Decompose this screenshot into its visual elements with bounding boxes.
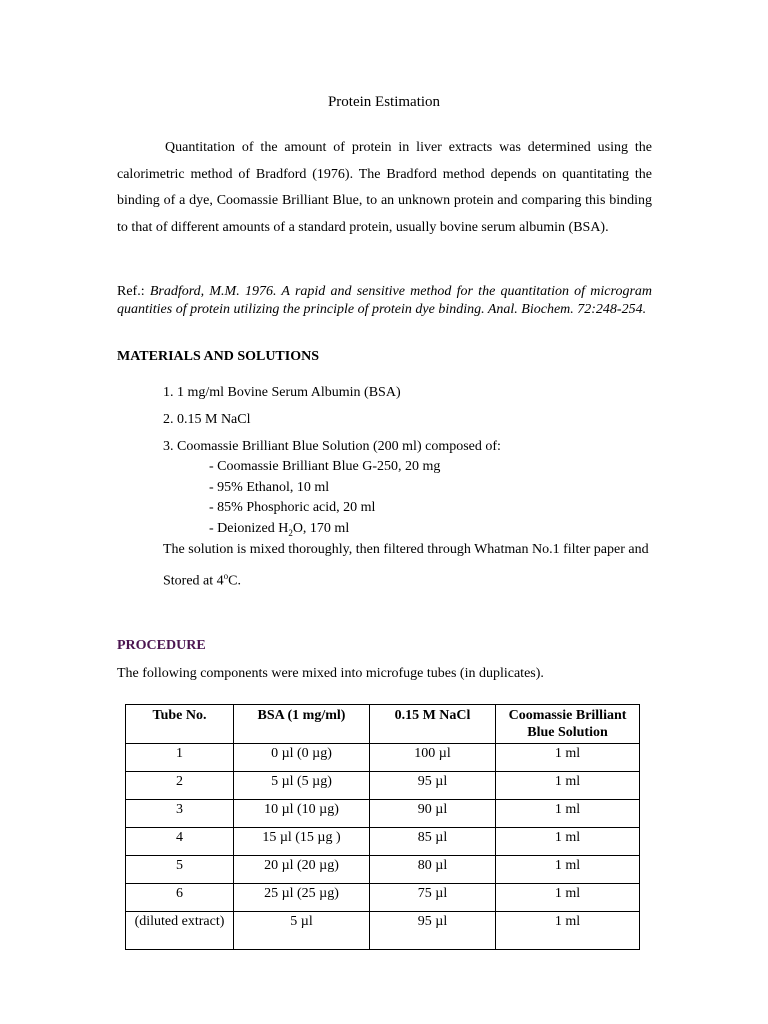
materials-heading: MATERIALS AND SOLUTIONS <box>117 349 320 364</box>
table-cell: 5 <box>126 856 234 884</box>
intro-paragraph: Quantitation of the amount of protein in liver extracts was determined using the calorimetric method of Bradford (1976). The Bradford method depends on quantitating the binding of a dye, Coomassie Brilliant Blue, to an unknown protein and comparing this binding to that of different amounts of a standard protein, usually bovine serum albumin (BSA). <box>117 140 652 235</box>
page-title: Protein Estimation <box>327 94 441 110</box>
water-subscript: 2 <box>288 527 293 538</box>
table-row <box>126 744 640 772</box>
table-cell: 1 <box>126 744 234 772</box>
table-row <box>126 800 640 828</box>
table-cell: 1 ml <box>496 828 640 856</box>
table-cell: 90 µl <box>370 800 496 828</box>
table-row <box>126 828 640 856</box>
material-item: 1. 1 mg/ml Bovine Serum Albumin (BSA) <box>163 385 401 400</box>
table-cell: 5 µl <box>234 912 370 950</box>
table-cell: 1 ml <box>496 884 640 912</box>
header-coomassie: Coomassie Brilliant Blue Solution <box>496 705 640 744</box>
table-cell: (diluted extract) <box>126 912 234 950</box>
table-cell: 80 µl <box>370 856 496 884</box>
table-cell: 1 ml <box>496 912 640 950</box>
table-row <box>126 856 640 884</box>
table-cell: 95 µl <box>370 772 496 800</box>
reference-label: Ref.: <box>117 284 145 299</box>
table-cell: 95 µl <box>370 912 496 950</box>
table-row <box>126 772 640 800</box>
component-item: - Coomassie Brilliant Blue G-250, 20 mg <box>209 459 441 474</box>
header-tube-no: Tube No. <box>126 705 234 744</box>
table-cell: 1 ml <box>496 800 640 828</box>
procedure-table <box>125 704 640 950</box>
table-header-row <box>126 705 640 744</box>
degree-superscript: o <box>223 571 229 581</box>
table-cell: 15 µl (15 µg ) <box>234 828 370 856</box>
water-prefix: - Deionized H <box>209 521 289 536</box>
solution-note-end: C. <box>228 573 241 589</box>
table-cell: 10 µl (10 µg) <box>234 800 370 828</box>
header-bsa: BSA (1 mg/ml) <box>234 705 370 744</box>
table-cell: 1 ml <box>496 772 640 800</box>
table-cell: 1 ml <box>496 856 640 884</box>
material-item: 2. 0.15 M NaCl <box>163 412 251 427</box>
table-cell: 4 <box>126 828 234 856</box>
table-cell: 75 µl <box>370 884 496 912</box>
table-cell: 0 µl (0 µg) <box>234 744 370 772</box>
table-row <box>126 884 640 912</box>
table-cell: 85 µl <box>370 828 496 856</box>
table-cell: 100 µl <box>370 744 496 772</box>
solution-note <box>163 536 683 595</box>
component-item: - 85% Phosphoric acid, 20 ml <box>209 500 376 515</box>
reference-citation: Bradford, M.M. 1976. A rapid and sensitive method for the quantitation of microgram quantities of protein utilizing the principle of protein dye binding. Anal. Biochem. 72:248-254. <box>117 284 652 317</box>
procedure-text: The following components were mixed into microfuge tubes (in duplicates). <box>117 666 544 681</box>
header-nacl: 0.15 M NaCl <box>370 705 496 744</box>
table-cell: 6 <box>126 884 234 912</box>
reference <box>117 283 652 318</box>
material-item: 3. Coomassie Brilliant Blue Solution (200 ml) composed of: <box>163 439 501 454</box>
table-cell: 1 ml <box>496 744 640 772</box>
table-cell: 5 µl (5 µg) <box>234 772 370 800</box>
water-suffix: O, 170 ml <box>292 521 350 536</box>
solution-note-text: The solution is mixed thoroughly, then filtered through Whatman No.1 filter paper and Stored at 4 <box>163 542 649 589</box>
table-cell: 25 µl (25 µg) <box>234 884 370 912</box>
table-cell: 3 <box>126 800 234 828</box>
component-item: - 95% Ethanol, 10 ml <box>209 480 330 495</box>
table-cell: 2 <box>126 772 234 800</box>
table-cell: 20 µl (20 µg) <box>234 856 370 884</box>
procedure-heading: PROCEDURE <box>117 638 206 653</box>
table-row <box>126 912 640 950</box>
